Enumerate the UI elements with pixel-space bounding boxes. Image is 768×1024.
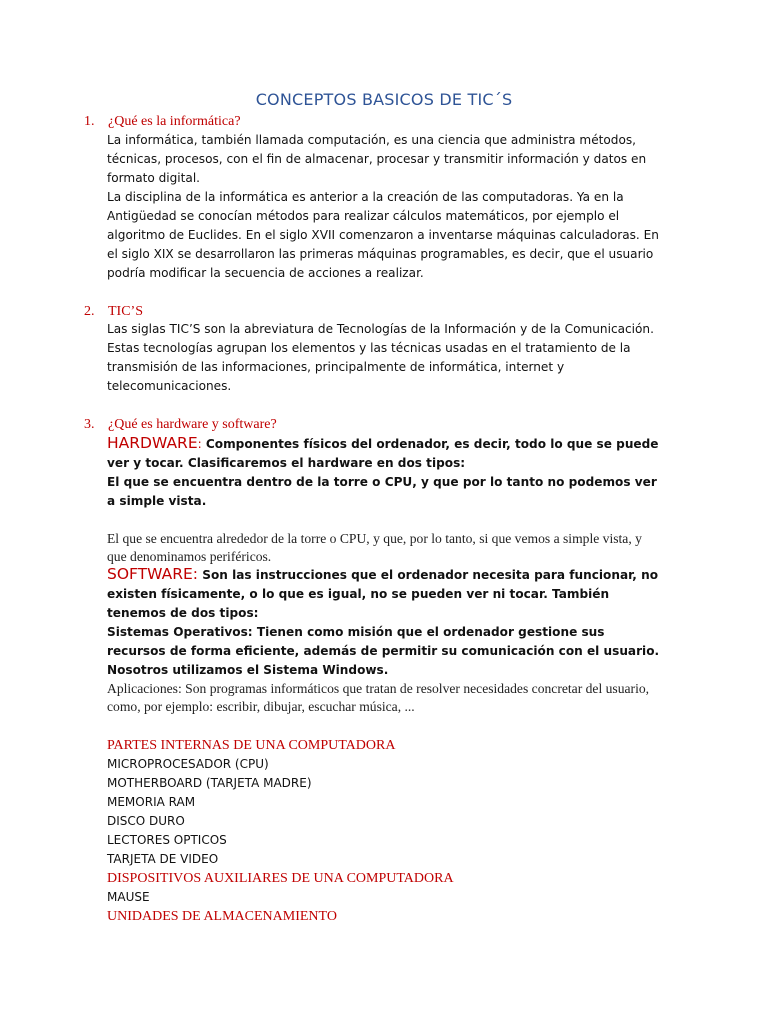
hardware-type-1: El que se encuentra dentro de la torre o CPU, y que por lo tanto no podemos ver a simple vista.	[107, 475, 657, 508]
software-definition	[107, 565, 663, 623]
computer-parts-lists	[107, 736, 663, 926]
hardware-term: HARDWARE	[107, 434, 198, 452]
list-item: TARJETA DE VIDEO	[107, 852, 219, 866]
section-1-paragraph-2: La disciplina de la informática es anterior a la creación de las computadoras. Ya en la Antigüedad se conocían métodos para realizar cálculos matemáticos, por ejemplo el algoritmo de Euclides. En el siglo XVII comenzaron a inventarse máquinas calculadoras. En el siglo XIX se desarrollaron las primeras máquinas programables, es decir, que el usuario podría modificar la secuencia de acciones a realizar.	[107, 190, 659, 280]
internal-parts-heading: PARTES INTERNAS DE UNA COMPUTADORA	[107, 738, 396, 753]
section-3-heading	[84, 417, 277, 433]
section-1-body	[107, 131, 663, 283]
section-2-heading	[84, 304, 143, 320]
section-1-number: 1.	[84, 114, 95, 129]
section-3-body	[107, 434, 663, 715]
storage-units-heading: UNIDADES DE ALMACENAMIENTO	[107, 909, 337, 924]
auxiliary-devices-heading: DISPOSITIVOS AUXILIARES DE UNA COMPUTADORA	[107, 871, 454, 886]
software-term: SOFTWARE:	[107, 565, 199, 583]
software-type-2: Aplicaciones: Son programas informáticos que tratan de resolver necesidades concretar del usuario, como, por ejemplo: escribir, dibujar, escuchar música, ...	[107, 681, 650, 714]
section-3-number: 3.	[84, 417, 95, 432]
hardware-definition-text: Componentes físicos del ordenador, es decir, todo lo que se puede ver y tocar. Clasificaremos el hardware en dos tipos:	[107, 437, 659, 470]
section-1-paragraph-1: La informática, también llamada computación, es una ciencia que administra métodos, técnicas, procesos, con el fin de almacenar, procesar y transmitir información y datos en formato digital.	[107, 133, 647, 185]
list-item: MAUSE	[107, 890, 150, 904]
list-item: MICROPROCESADOR (CPU)	[107, 757, 269, 771]
software-type-1: Sistemas Operativos: Tienen como misión que el ordenador gestione sus recursos de forma eficiente, además de permitir su comunicación con el usuario. Nosotros utilizamos el Sistema Windows.	[107, 625, 660, 677]
section-1-title: ¿Qué es la informática?	[108, 114, 241, 129]
section-3-title: ¿Qué es hardware y software?	[108, 417, 277, 432]
hardware-definition	[107, 434, 663, 473]
software-definition-text: Son las instrucciones que el ordenador necesita para funcionar, no existen físicamente, o lo que es igual, no se pueden ver ni tocar. También tenemos de dos tipos:	[107, 568, 659, 620]
blank-line	[107, 511, 663, 530]
list-item: LECTORES OPTICOS	[107, 833, 227, 847]
section-2-paragraph-1: Las siglas TIC’S son la abreviatura de Tecnologías de la Información y de la Comunicación. Estas tecnologías agrupan los elementos y las técnicas usadas en el tratamiento de la transmisión de las informaciones, principalmente de informática, internet y telecomunicaciones.	[107, 322, 654, 393]
section-1-heading	[84, 114, 241, 130]
list-item: MOTHERBOARD (TARJETA MADRE)	[107, 776, 312, 790]
hardware-type-2: El que se encuentra alrededor de la torre o CPU, y que, por lo tanto, si que vemos a simple vista, y que denominamos periféricos.	[107, 531, 642, 564]
list-item: DISCO DURO	[107, 814, 185, 828]
document-title: CONCEPTOS BASICOS DE TIC´S	[255, 90, 513, 109]
hardware-separator: :	[197, 437, 202, 451]
section-2-number: 2.	[84, 304, 95, 319]
section-2-title: TIC’S	[108, 304, 143, 319]
list-item: MEMORIA RAM	[107, 795, 196, 809]
section-2-body	[107, 320, 663, 396]
